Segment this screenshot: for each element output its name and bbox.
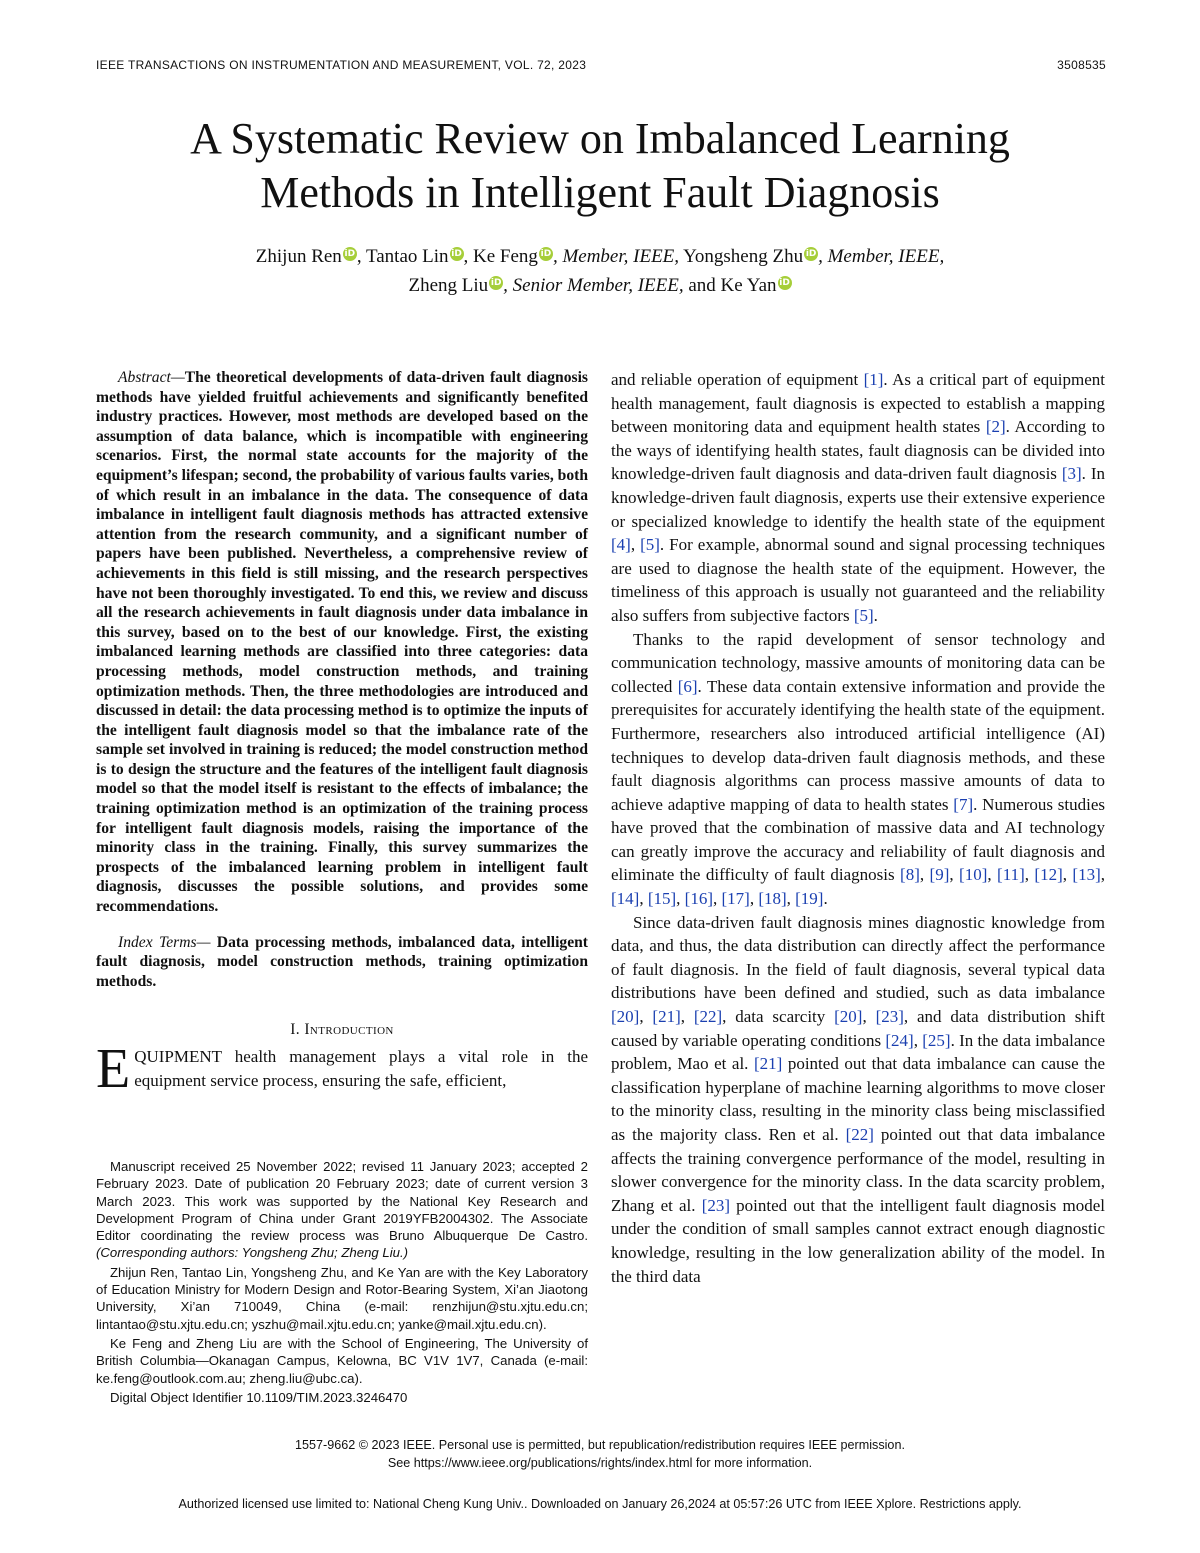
left-column bbox=[96, 368, 588, 1101]
citation-link[interactable]: [10] bbox=[959, 865, 988, 885]
orcid-icon[interactable]: iD bbox=[779, 278, 790, 288]
author-line-1 bbox=[100, 242, 1100, 271]
paragraph-text: , bbox=[630, 535, 641, 555]
copyright-line-2: See https://www.ieee.org/publications/rights/index.html for more information. bbox=[387, 1456, 813, 1470]
separator: , bbox=[639, 889, 648, 909]
running-head bbox=[96, 58, 1106, 72]
citation-link[interactable]: [19] bbox=[795, 889, 824, 909]
footnote-manuscript bbox=[96, 1158, 588, 1262]
citation-link[interactable]: [8] bbox=[900, 865, 920, 885]
orcid-icon[interactable]: iD bbox=[540, 249, 552, 259]
citation-link[interactable]: [18] bbox=[758, 889, 787, 909]
author-line-2 bbox=[100, 271, 1100, 300]
paragraph-text: pointed out that data imbalance affects the training convergence performance of the model, resulting in slower convergence for the minority class. In the data scarcity problem, Zhang et al. bbox=[611, 1125, 1106, 1215]
separator: , bbox=[1024, 865, 1035, 885]
author-list bbox=[100, 242, 1100, 300]
citation-link[interactable]: [15] bbox=[647, 889, 677, 909]
copyright-line-1: 1557-9662 © 2023 IEEE. Personal use is permitted, but republication/redistribution requires IEEE permission. bbox=[295, 1438, 905, 1452]
article-number: 3508535 bbox=[1057, 58, 1106, 72]
separator: , bbox=[680, 1007, 694, 1027]
abstract bbox=[96, 368, 588, 917]
paragraph-text: . In the data imbalance problem, Mao et al. bbox=[611, 1030, 1106, 1074]
author-name: , Ke Feng bbox=[463, 246, 538, 267]
section-heading-introduction bbox=[96, 1021, 588, 1039]
footnote-affiliation-2: Ke Feng and Zheng Liu are with the School of Engineering, The University of British Columbia—Okanagan Campus, Kelowna, BC V1V 1V7, Canada (e-mail: ke.feng@outlook.com.au; zheng.liu@ubc.ca). bbox=[96, 1335, 588, 1386]
footnote-affiliation-1: Zhijun Ren, Tantao Lin, Yongsheng Zhu, and Ke Yan are with the Key Laboratory of Education Ministry for Modern Design and Rotor-Bearing System, Xi’an Jiaotong University, Xi’an 710049, China (e-mail: renzhijun@stu.xjtu.edu.cn; lintantao@stu.xjtu.edu.cn; yszhu@mail.xjtu.edu.cn; yanke@mail.xjtu.edu.cn). bbox=[96, 1264, 588, 1332]
first-words: QUIPMENT bbox=[134, 1047, 222, 1067]
paragraph-text: . According to the ways of identifying health states, fault diagnosis can be divided into knowledge-driven fault diagnosis and data-driven fault diagnosis bbox=[611, 417, 1105, 484]
citation-link[interactable]: [16] bbox=[684, 889, 713, 909]
paragraph-text: . For example, abnormal sound and signal processing techniques are used to diagnose the health state of the equipment. However, the timeliness of this approach is usually not guaranteed and the reliability also suffers from subjective factors bbox=[611, 535, 1106, 625]
citation-link[interactable]: [2] bbox=[985, 417, 1006, 437]
author-role: , Senior Member, IEEE, bbox=[503, 275, 684, 296]
title-line-1: A Systematic Review on Imbalanced Learning bbox=[190, 114, 1010, 163]
paragraph-text: . Numerous studies have proved that the combination of massive data and AI technology can greatly improve the accuracy and reliability of fault diagnosis and eliminate the difficulty of fault diagnosis bbox=[611, 794, 1105, 885]
intro-paragraph-3 bbox=[611, 911, 1105, 1289]
paragraph-text: . bbox=[873, 605, 878, 625]
citation-link[interactable]: [25] bbox=[922, 1030, 951, 1050]
citation-link[interactable]: [23] bbox=[875, 1007, 904, 1027]
orcid-icon[interactable]: iD bbox=[451, 249, 462, 259]
section-title: Introduction bbox=[304, 1021, 394, 1039]
citation-link[interactable]: [3] bbox=[1061, 464, 1082, 484]
citation-link[interactable]: [5] bbox=[853, 605, 874, 625]
citation-link[interactable]: [17] bbox=[721, 889, 750, 909]
author-name: , Tantao Lin bbox=[356, 246, 449, 267]
separator: , bbox=[712, 889, 722, 909]
citation-link[interactable]: [22] bbox=[693, 1007, 723, 1027]
license-bar: Authorized licensed use limited to: National Cheng Kung Univ.. Downloaded on January 26,2024 at 05:57:26 UTC from IEEE Xplore. Restrictions apply. bbox=[178, 1497, 1022, 1511]
corresponding-authors: (Corresponding authors: Yongsheng Zhu; Zheng Liu.) bbox=[96, 1245, 409, 1261]
citation-link[interactable]: [22] bbox=[845, 1125, 874, 1144]
separator: , bbox=[786, 889, 796, 909]
right-column bbox=[611, 368, 1105, 1288]
citation-link[interactable]: [5] bbox=[640, 535, 660, 555]
abstract-label: Abstract— bbox=[118, 369, 185, 386]
index-terms bbox=[96, 933, 588, 992]
paragraph-text: health management plays a vital role in the equipment service process, ensuring the safe, efficient, bbox=[134, 1047, 588, 1090]
author-name: Yongsheng Zhu bbox=[679, 246, 804, 267]
orcid-icon[interactable]: iD bbox=[344, 249, 356, 259]
orcid-icon[interactable]: iD bbox=[805, 249, 817, 259]
author-name: Zheng Liu bbox=[408, 275, 489, 296]
citation-link[interactable]: [7] bbox=[953, 794, 974, 814]
drop-cap: E bbox=[96, 1038, 131, 1101]
orcid-icon[interactable]: iD bbox=[490, 278, 502, 288]
author-name: and Ke Yan bbox=[683, 275, 777, 296]
copyright-notice bbox=[100, 1436, 1100, 1472]
separator: , bbox=[639, 1007, 653, 1027]
separator: , bbox=[676, 889, 685, 909]
paragraph-text: . As a critical part of equipment health management, fault diagnosis is expected to establish a mapping between monitoring data and equipment health states bbox=[611, 370, 1105, 437]
paragraph-text: . These data contain extensive information and provide the prerequisites for accurately identifying the health state of the equipment. Furthermore, researchers also introduced artificial intelligence (AI) techniques to develop data-driven fault diagnosis methods, and these fault diagnosis algorithms can process massive amounts of data to achieve adaptive mapping of data to health states bbox=[611, 676, 1105, 814]
paragraph-text: , and data distribution shift caused by variable operating conditions bbox=[611, 1007, 1105, 1050]
intro-paragraph-2 bbox=[611, 628, 1105, 911]
paragraph-text: Since data-driven fault diagnosis mines diagnostic knowledge from data, and thus, the data distribution can directly affect the performance of fault diagnosis. In the field of fault diagnosis, several typical data distributions have been defined and studied, such as data imbalance bbox=[611, 912, 1105, 1003]
first-page-footnotes bbox=[96, 1158, 588, 1406]
citation-link[interactable]: [20] bbox=[611, 1007, 640, 1027]
intro-paragraph-1-start bbox=[96, 1038, 588, 1101]
intro-paragraph-1-cont bbox=[611, 368, 1105, 628]
separator: , bbox=[1062, 865, 1073, 885]
paragraph-text: pointed out that data imbalance can cause the classification hyperplane of machine learning algorithms to move closer to the minority class, resulting in the minority class being misclassified as the majority class. Ren et al. bbox=[611, 1054, 1105, 1144]
separator: , bbox=[949, 865, 960, 885]
footnote-text: Manuscript received 25 November 2022; revised 11 January 2023; accepted 2 February 2023. Date of publication 20 February 2023; date of current version 3 March 2023. This work was supported by the National Key Research and Development Program of China under Grant 2019YFB2004302. The Associate Editor coordinating the review process was Bruno Albuquerque De Castro. bbox=[96, 1159, 588, 1244]
index-terms-text: Data processing methods, imbalanced data, intelligent fault diagnosis, model construction methods, training optimization methods. bbox=[96, 933, 588, 990]
title-line-2: Methods in Intelligent Fault Diagnosis bbox=[260, 168, 940, 217]
index-terms-label: Index Terms— bbox=[118, 933, 211, 951]
citation-link[interactable]: [14] bbox=[611, 889, 640, 909]
journal-name: IEEE TRANSACTIONS ON INSTRUMENTATION AND MEASUREMENT, VOL. 72, 2023 bbox=[96, 58, 587, 72]
separator: , bbox=[913, 1030, 923, 1050]
abstract-text: The theoretical developments of data-driven fault diagnosis methods have yielded fruitful achievements and significantly benefited industry practices. However, most methods are developed based on the assumption of data balance, which is incompatible with engineering scenarios. First, the normal state accounts for the majority of the equipment’s lifespan; second, the probability of various faults varies, both of which result in an imbalance in the data. The consequence of data imbalance in intelligent fault diagnosis methods has attracted extensive attention from the research community, and a significant number of papers have been published. Nevertheless, a comprehensive review of achievements in this field is still missing, and the research perspectives have not been thoroughly investigated. To end this, we review and discuss all the research achievements in fault diagnosis under data imbalance in this survey, based on to the best of our knowledge. First, the existing imbalanced learning methods are classified into three categories: data processing methods, model construction methods, and training optimization methods. Then, the three methodologies are introduced and discussed in detail: the data processing method is to optimize the inputs of the intelligent fault diagnosis model so that the imbalance rate of the sample set involved in training is reduced; the model construction method is to design the structure and the features of the intelligent fault diagnosis model so that the model itself is resistant to the effects of imbalance; the training optimization method is an optimization of the training process for intelligent fault diagnosis models, raising the importance of the minority class in the training. Finally, this survey summarizes the prospects of the imbalanced learning problem in intelligent fault diagnosis, discusses the possible solutions, and provides some recommendations. bbox=[96, 369, 588, 916]
author-role: , Member, IEEE, bbox=[552, 246, 680, 267]
citation-link[interactable]: [4] bbox=[611, 535, 631, 555]
citation-link[interactable]: [9] bbox=[929, 865, 950, 885]
citation-link[interactable]: [1] bbox=[863, 370, 884, 389]
section-number: I. bbox=[290, 1021, 305, 1039]
separator: , bbox=[749, 889, 759, 909]
separator: , bbox=[862, 1007, 876, 1027]
citation-link[interactable]: [6] bbox=[677, 676, 698, 696]
citation-link[interactable]: [11] bbox=[997, 865, 1025, 885]
separator: . bbox=[823, 889, 828, 909]
paragraph-text: Thanks to the rapid development of sensor technology and communication technology, massive amounts of monitoring data can be collected bbox=[611, 629, 1105, 696]
citation-link[interactable]: [21] bbox=[652, 1007, 681, 1027]
paragraph-text: , data scarcity bbox=[722, 1007, 835, 1027]
paragraph-text: and reliable operation of equipment bbox=[611, 370, 864, 389]
citation-link[interactable]: [12] bbox=[1034, 865, 1063, 885]
citation-link[interactable]: [13] bbox=[1072, 865, 1101, 885]
paragraph-text: . In knowledge-driven fault diagnosis, experts use their extensive experience or specialized knowledge to identify the health state of the equipment bbox=[611, 464, 1105, 531]
paragraph-text: pointed out that the intelligent fault diagnosis model under the condition of small samples cannot extract enough diagnostic knowledge, resulting in the low generalization ability of the model. In the third data bbox=[611, 1195, 1106, 1286]
citation-link[interactable]: [23] bbox=[701, 1195, 731, 1215]
separator: , bbox=[1100, 865, 1105, 885]
citation-link[interactable]: [21] bbox=[753, 1054, 783, 1074]
paper-title bbox=[60, 112, 1140, 220]
citation-link[interactable]: [20] bbox=[834, 1007, 863, 1027]
footnote-doi: Digital Object Identifier 10.1109/TIM.2023.3246470 bbox=[110, 1389, 408, 1405]
separator: , bbox=[919, 865, 930, 885]
citation-link[interactable]: [24] bbox=[885, 1030, 914, 1050]
author-name: Zhijun Ren bbox=[255, 246, 342, 267]
author-role: , Member, IEEE, bbox=[818, 246, 945, 267]
separator: , bbox=[987, 865, 998, 885]
